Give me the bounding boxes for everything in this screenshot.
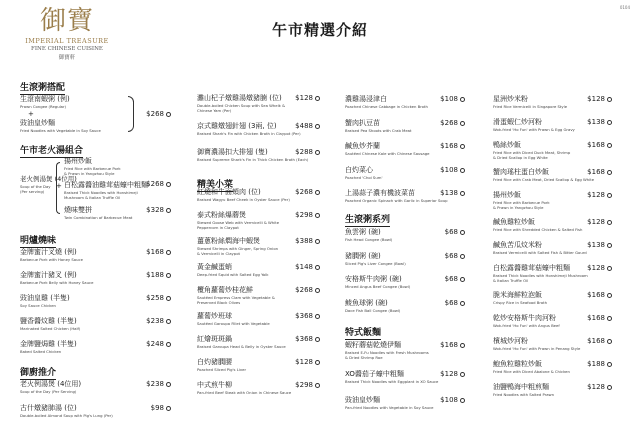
item-english: Double-boiled Almond Soup with Pig's Lung (Per) (20, 413, 113, 418)
item-name: 泰式粉絲爆蘑煲 (197, 211, 246, 219)
menu-item (64, 206, 132, 220)
menu-item (64, 157, 121, 176)
item-name: 紅燴斑斑鍋 (197, 335, 232, 343)
page-title: 午市精選介紹 (271, 21, 368, 39)
logo-subtitle: FINE CHINESE CUISINE (31, 46, 103, 52)
item-price: $238 (146, 317, 164, 325)
select-circle[interactable] (315, 314, 320, 319)
item-price: $138 (587, 118, 605, 127)
select-circle[interactable] (166, 182, 171, 187)
item-name: 白松露醬雞茸菇蠔中粗麵 (493, 264, 570, 272)
select-circle[interactable] (460, 343, 465, 348)
menu-item (493, 291, 547, 305)
item-name: 蘿蔔炒班球 (197, 312, 232, 320)
item-english: Fried Rice with Crab Meat, Dried Scallop & Egg White (493, 176, 595, 182)
menu-item (197, 94, 285, 113)
item-english: Marinated Salted Chicken (Half) (20, 326, 81, 331)
select-circle[interactable] (607, 316, 612, 321)
item-name: 豉油皇炒麵 (345, 396, 380, 404)
menu-item (197, 237, 278, 256)
item-english: Pan-fried Beef Steak with Onion in Chinese Sauce (197, 390, 292, 395)
item-english: Fried Rice with Diced Duck Meat, Shrimp (493, 150, 571, 156)
item-english: Crispy Rice in Seafood Broth (493, 299, 548, 305)
item-english: Twin Combination of Barbecue Meat (64, 215, 133, 220)
item-english: Barbecue Pork Belly with Honey Sauce (20, 280, 94, 285)
combo-brace (128, 96, 134, 132)
item-name: 豉油皇炒麵 (20, 119, 55, 127)
select-circle[interactable] (607, 193, 612, 198)
menu-item (493, 337, 580, 351)
item-english: Poached Chinese Cabbage in Chicken Broth (345, 104, 428, 109)
section-heading-chef-recommend: 御廚推介 (20, 365, 56, 380)
item-price: $188 (587, 360, 605, 369)
menu-item (20, 404, 113, 418)
menu-item (345, 228, 392, 242)
item-price: $268 (146, 180, 164, 188)
menu-item (20, 380, 81, 394)
item-price: $288 (295, 148, 313, 156)
menu-item (493, 360, 570, 374)
item-price: $98 (150, 404, 164, 412)
item-english: Poached Organic Spinach with Garlic in Superior Soup (345, 198, 448, 203)
logo-mark: 御寶 (39, 6, 94, 36)
item-name: 豉油皇雞 (半隻) (20, 294, 70, 302)
item-price: $128 (587, 264, 605, 272)
select-circle[interactable] (607, 293, 612, 298)
item-english: Deep-fried Squid with Salted Egg Yolk (197, 272, 269, 277)
menu-item (20, 271, 93, 285)
item-english: Poached Sliced Pig's Liver (197, 367, 247, 372)
item-price: $168 (587, 290, 605, 299)
item-price: $68 (444, 298, 458, 307)
item-english: Stewed Shrimps with Ginger, Spring Onion (197, 246, 279, 251)
select-circle[interactable] (460, 191, 465, 196)
item-english: Fried Noodles with Salted Prawn (493, 392, 555, 398)
menu-item (493, 383, 554, 397)
menu-item (345, 275, 410, 289)
item-english: Fried Noodles with Vegetable in Soy Sauce (20, 128, 101, 133)
select-circle[interactable] (460, 301, 465, 306)
plus-sign: + (28, 110, 34, 118)
item-name: 白灼豬膶腰 (197, 358, 232, 366)
item-price: $368 (295, 312, 313, 320)
item-english: Wok-fried 'Ho Fun' with Angus Beef (493, 322, 560, 328)
menu-item (64, 181, 148, 200)
select-circle[interactable] (315, 383, 320, 388)
item-english: Braised Thick Noodles with Honshimeji (64, 190, 138, 195)
item-name: 鹽香醬炆雞 (半隻) (20, 317, 77, 325)
select-circle[interactable] (166, 296, 171, 301)
item-name: 紅燒和牛面頰肉 (位) (197, 188, 261, 196)
select-circle[interactable] (460, 277, 465, 282)
menu-item (197, 263, 269, 277)
item-price: $298 (295, 211, 313, 219)
item-english: Dace Fish Ball Congee (Bowl) (345, 307, 401, 313)
item-name: 欖角蘿蔔炒桂花鮮 (197, 286, 253, 294)
item-english: Mushroom & Italian Truffle Oil (64, 195, 121, 200)
item-name: 白松露醬油雞茸菇蠔中粗麵 (64, 181, 148, 189)
item-price: $128 (295, 94, 313, 102)
item-name: 檳城炒河粉 (493, 336, 528, 345)
section-heading-soup-combo: 午市老火湯組合 (20, 143, 83, 158)
item-english: Fried Rice with Diced Abalone & Chicken (493, 369, 570, 375)
menu-item (345, 299, 400, 313)
item-name: 燒味雙拼 (64, 206, 92, 214)
item-name: 蝦籽蘑菇乾燒伊麵 (345, 341, 401, 349)
select-circle[interactable] (460, 372, 465, 377)
menu-item (20, 95, 70, 109)
select-circle[interactable] (166, 382, 171, 387)
item-name: 金牌蜜汁叉燒 (例) (20, 248, 77, 256)
item-english: Braised Supreme Shark's Fin in Thick Chicken Broth (Each) (197, 157, 309, 162)
section-heading-rice-noodles: 特式飯麵 (345, 325, 381, 340)
item-price: $108 (440, 165, 458, 174)
item-name: 蟹肉扒豆苗 (345, 118, 380, 127)
select-circle[interactable] (607, 385, 612, 390)
item-name: XO醬茄子蠔中粗麵 (345, 370, 404, 378)
select-circle[interactable] (607, 339, 612, 344)
item-english: & Prawn in Yangzhou Style (64, 171, 115, 176)
menu-item (197, 286, 275, 305)
menu-item (345, 396, 434, 410)
item-english: Braised Thick Noodles with Honshimeji Mushroom (493, 273, 588, 278)
select-circle[interactable] (315, 337, 320, 342)
logo-english-name: IMPERIAL TREASURE (25, 37, 109, 45)
page-code: 0104 (619, 5, 630, 10)
section-heading-roast: 明爐燒味 (20, 233, 56, 248)
select-circle[interactable] (460, 97, 465, 102)
item-english: Barbecue Pork with Honey Sauce (20, 257, 83, 262)
item-english: Baked Salted Chicken (20, 349, 62, 354)
select-circle[interactable] (607, 97, 612, 102)
select-circle[interactable] (166, 406, 171, 411)
item-english: Stewed Goose Web with Vermicelli & White (197, 220, 280, 225)
menu-item (345, 341, 429, 360)
item-name: 白灼菜心 (345, 165, 373, 174)
select-circle[interactable] (607, 220, 612, 225)
item-english: Soup of the Day (20, 184, 51, 189)
menu-item (345, 95, 428, 109)
item-english: & Dried Scallop in Egg White (493, 155, 548, 161)
select-circle[interactable] (460, 121, 465, 126)
item-price: $328 (146, 206, 164, 214)
item-price: $298 (295, 381, 313, 389)
item-price: $168 (587, 167, 605, 176)
item-name: 鴨絲炒飯 (493, 141, 521, 150)
select-circle[interactable] (315, 213, 320, 218)
item-english: Braised Wagyu Beef Cheek in Oyster Sauce (Per) (197, 197, 290, 202)
item-english: Braised Garoupa Head & Belly in Oyster Sauce (197, 344, 286, 349)
select-circle[interactable] (607, 362, 612, 367)
item-english: Soup of the Day (Per Serving) (20, 389, 77, 394)
item-name: 脆米海鮮粒泡飯 (493, 290, 542, 299)
menu-item (345, 370, 438, 384)
select-circle[interactable] (315, 239, 320, 244)
item-price: $128 (587, 95, 605, 103)
item-price: $138 (587, 240, 605, 249)
item-price: $128 (440, 370, 458, 378)
menu-item (493, 95, 567, 109)
item-english: Braised Vermicelli with Salted Fish & Bitter Gourd (493, 249, 587, 255)
select-circle[interactable] (166, 273, 171, 278)
menu-item (493, 218, 582, 232)
item-name: 鹹魚炒芥蘭 (345, 142, 380, 150)
item-english: Fried Rice with Shredded Chicken & Salted Fish (493, 226, 583, 232)
menu-item (20, 317, 80, 331)
item-english: & Italian Truffle Oil (493, 278, 529, 283)
section-heading-congee-combo: 生滾粥搭配 (20, 80, 65, 95)
item-price: $128 (295, 358, 313, 366)
item-price: $168 (587, 313, 605, 322)
item-english: & Prawn in Yangzhou Style (493, 205, 544, 211)
item-name: 蟹肉瑤柱蛋白炒飯 (493, 167, 549, 176)
item-price: $268 (295, 188, 313, 196)
item-price: $138 (440, 189, 458, 197)
menu-item (493, 264, 588, 283)
select-circle[interactable] (460, 254, 465, 259)
menu-item (345, 119, 411, 133)
select-circle[interactable] (166, 319, 171, 324)
item-english: Braised Thick Noodles with Eggplant in XO Sauce (345, 379, 439, 384)
item-price: $148 (295, 263, 313, 271)
item-name: 乾炒安格斯牛肉河粉 (493, 313, 556, 322)
item-name: 中式煎牛柳 (197, 381, 232, 389)
item-english-sub: (Per serving) (20, 189, 45, 194)
menu-item (197, 188, 290, 202)
item-english: Prawn Congee (Regular) (20, 104, 67, 109)
select-circle[interactable] (460, 398, 465, 403)
item-english: Wok-fried 'Ho Fun' with Prawn & Egg Gravy (493, 127, 575, 133)
item-name: 安格斯牛肉粥 (碗) (345, 275, 402, 283)
item-english: Fried Rice with Barbecue Pork (493, 200, 550, 206)
item-name: 京式雞燉翅針翅 (3兩, 位) (197, 122, 277, 130)
item-english: Fish Head Congee (Bowl) (345, 237, 393, 242)
item-price: $268 (146, 110, 164, 118)
menu-item (20, 119, 101, 133)
item-price: $168 (440, 142, 458, 150)
item-price: $238 (146, 380, 164, 388)
item-price: $248 (146, 340, 164, 348)
plus-sign: + (56, 182, 62, 190)
item-name: 生滾南蝦粥 (例) (20, 95, 70, 103)
select-circle[interactable] (315, 190, 320, 195)
item-english: Fried Rice with Barbecue Pork (64, 166, 121, 171)
item-price: $368 (295, 335, 313, 343)
item-english: Chinese Yam (Per) (197, 108, 232, 113)
menu-item (345, 142, 429, 156)
item-english: Pan-fried Noodles with Vegetable in Soy Sauce (345, 405, 434, 410)
item-name: 鹹魚苦瓜炆米粉 (493, 240, 542, 249)
item-price: $168 (146, 248, 164, 256)
item-price: $268 (440, 118, 458, 127)
item-price: $168 (587, 141, 605, 150)
item-name: 灘山杞子燉雞湯燉豬腩 (位) (197, 94, 282, 102)
item-name: 星洲炒米粉 (493, 95, 528, 103)
item-name: 上湯蒜子濃有機波菜苗 (345, 189, 415, 197)
item-price: $128 (587, 217, 605, 226)
select-circle[interactable] (166, 342, 171, 347)
menu-item (197, 358, 246, 372)
menu-item (493, 141, 570, 160)
item-price: $268 (295, 286, 313, 294)
item-english: Braised Pea Shoots with Crab Meat (345, 127, 412, 133)
item-english: Sautéed Chinese Kale with Chinese Sausage (345, 151, 430, 156)
item-price: $68 (444, 228, 458, 236)
item-price: $128 (587, 191, 605, 200)
logo-chinese-name: 御寶軒 (58, 55, 76, 61)
select-circle[interactable] (315, 360, 320, 365)
item-english: Fried Rice Vermicelli in Singapore Style (493, 104, 568, 109)
select-circle[interactable] (166, 208, 171, 213)
select-circle[interactable] (607, 243, 612, 248)
item-price: $168 (440, 341, 458, 349)
item-price: $108 (440, 95, 458, 103)
item-price: $128 (587, 383, 605, 392)
item-name: 老火例湯煲 (4位用) (20, 175, 77, 183)
item-english: & Vermicelli in Claypot (197, 251, 241, 256)
item-price: $388 (295, 237, 313, 245)
item-name: 鹹魚雞粒炒飯 (493, 217, 535, 226)
select-circle[interactable] (315, 124, 320, 129)
item-english: Wok-fried 'Ho Fun' with Prawn in Penang Style (493, 345, 581, 351)
item-price: $488 (295, 122, 313, 130)
select-circle[interactable] (460, 168, 465, 173)
select-circle[interactable] (315, 265, 320, 270)
item-name: 老火例湯煲 (4位用) (20, 380, 82, 388)
item-price: $258 (146, 294, 164, 302)
item-name: 御寶濃湯扣大排翅 (隻) (197, 148, 268, 156)
select-circle[interactable] (607, 143, 612, 148)
menu-item (20, 248, 83, 262)
item-name: 濃雞湯浸津白 (345, 95, 387, 103)
item-name: 揚州炒飯 (493, 191, 521, 200)
menu-item (20, 340, 77, 354)
item-name: 古什燉豬肺湯 (位) (20, 404, 77, 412)
item-price: $168 (587, 336, 605, 345)
item-english: Poached 'Choi Sum' (345, 174, 383, 180)
select-circle[interactable] (166, 112, 171, 117)
item-price: $108 (440, 396, 458, 404)
item-name: 薑蔥粉絲燜海中蝦煲 (197, 237, 260, 245)
select-circle[interactable] (607, 170, 612, 175)
item-english: Minced Angus Beef Congee (Bowl) (345, 284, 411, 289)
menu-item (493, 191, 550, 210)
item-price: $188 (146, 271, 164, 279)
item-english: Braised Shark's Fin with Chicken Broth in Claypot (Per) (197, 131, 301, 136)
item-english: Soy Sauce Chicken (20, 303, 56, 308)
item-name: 黃金鹹蛋蛸 (197, 263, 232, 271)
item-english: Sautéed Empress Clam with Vegetable & (197, 295, 275, 300)
select-circle[interactable] (607, 266, 612, 271)
menu-item (197, 381, 291, 395)
item-name: 魚雲粥 (碗) (345, 228, 381, 236)
select-circle[interactable] (460, 144, 465, 149)
section-heading-congee-series: 生滾粥系列 (345, 212, 390, 227)
menu-item (345, 252, 406, 266)
menu-item (197, 211, 279, 230)
item-name: 滑蛋蝦仁炒河粉 (493, 118, 542, 127)
item-english: & Dried Shrimp Roe (345, 355, 383, 360)
item-name: 鯪魚球粥 (碗) (345, 298, 388, 307)
item-name: 鮑魚粒雞粒炒飯 (493, 360, 542, 369)
menu-item (197, 312, 270, 326)
select-circle[interactable] (315, 288, 320, 293)
item-english: Sliced Pig's Liver Congee (Bowl) (345, 260, 406, 266)
item-name: 金牌鹽焗雞 (半隻) (20, 340, 77, 348)
item-price: $68 (444, 275, 458, 283)
item-english: Braised E-Fu Noodles with Fresh Mushrooms (345, 350, 429, 355)
section-heading-dishes: 精美小菜 (197, 177, 233, 192)
select-circle[interactable] (460, 230, 465, 235)
select-circle[interactable] (315, 150, 320, 155)
menu-item (493, 241, 587, 255)
item-name: 豬膶粥 (碗) (345, 251, 381, 260)
item-english: Double-boiled Chicken Soup with Sea Whelk & (197, 103, 286, 108)
select-circle[interactable] (607, 120, 612, 125)
item-name: 金牌蜜汁豬叉 (例) (20, 271, 77, 279)
select-circle[interactable] (315, 96, 320, 101)
item-price: $68 (444, 251, 458, 260)
item-english: Peppercorn in Claypot (197, 225, 239, 230)
item-name: 油鹽鴨海中粗煎麵 (493, 383, 549, 392)
menu-item (20, 294, 70, 308)
item-name: 揚州炒飯 (64, 157, 92, 165)
menu-item (493, 118, 575, 132)
item-english: Sautéed Garoupa Fillet with Vegetable (197, 321, 270, 326)
item-english: Preserved Black Olives (197, 300, 241, 305)
menu-item (197, 335, 286, 349)
menu-item (493, 314, 560, 328)
select-circle[interactable] (166, 250, 171, 255)
menu-item (345, 166, 383, 180)
